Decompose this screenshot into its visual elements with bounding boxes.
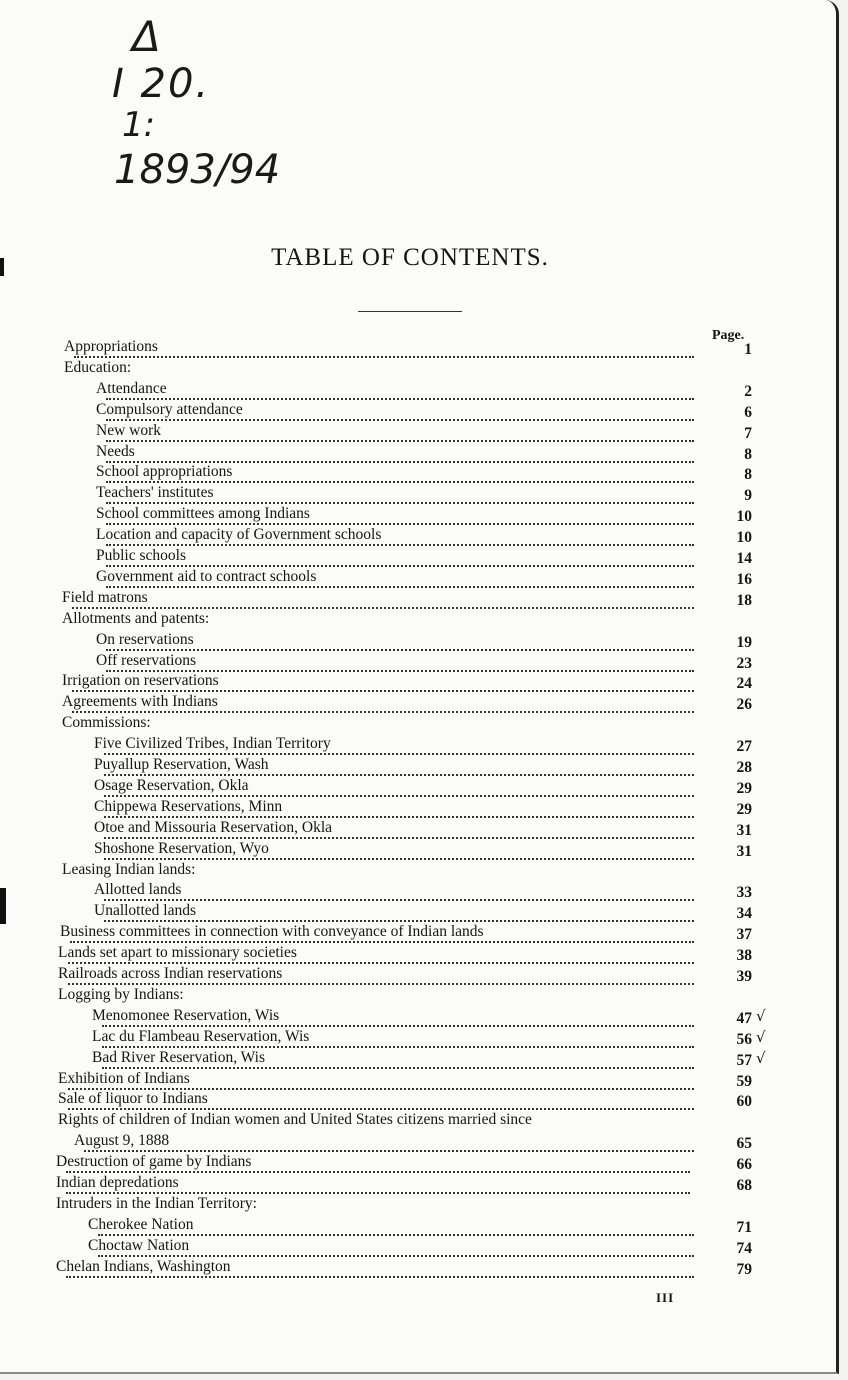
toc-entry — [0, 1195, 836, 1216]
toc-entry-page: 66 — [736, 1156, 752, 1173]
toc-entry — [0, 1153, 836, 1174]
toc-entry-label: Otoe and Missouria Reservation, Okla — [94, 819, 333, 836]
toc-entry-label: Allotments and patents: — [62, 610, 210, 627]
toc-entry — [0, 1007, 836, 1028]
toc-entry — [0, 1070, 836, 1091]
toc-entry — [0, 589, 836, 610]
toc-entry — [0, 484, 836, 505]
toc-entry-label: Government aid to contract schools — [96, 568, 317, 585]
toc-entry-page: 37 — [736, 926, 752, 943]
toc-entry — [0, 1258, 836, 1279]
toc-entry-page: 7 — [744, 425, 752, 442]
toc-entry — [0, 1090, 836, 1111]
dot-leader — [106, 443, 694, 463]
check-mark-icon: √ — [756, 1007, 766, 1025]
toc-entry — [0, 965, 836, 986]
handwritten-note: 1893/94 — [114, 147, 281, 193]
toc-entry-label: Rights of children of Indian women and United States citizens married since — [58, 1111, 532, 1128]
toc-entry-page: 29 — [736, 801, 752, 818]
toc-entry-label: Railroads across Indian reservations — [58, 965, 283, 982]
toc-entry — [0, 1132, 836, 1153]
toc-entry-page: 6 — [744, 404, 752, 421]
toc-entry — [0, 1174, 836, 1195]
toc-entry — [0, 1216, 836, 1237]
toc-entry — [0, 380, 836, 401]
toc-entry-page: 9 — [744, 487, 752, 504]
toc-entry — [0, 923, 836, 944]
dot-leader — [104, 881, 694, 901]
toc-entry-label: Needs — [96, 443, 135, 460]
toc-entry-label: Chelan Indians, Washington — [56, 1258, 231, 1275]
toc-entry — [0, 819, 836, 840]
toc-entry-page: 47 — [736, 1010, 752, 1027]
toc-entry-label: Attendance — [96, 380, 167, 397]
toc-entry — [0, 526, 836, 547]
toc-entry-label: Puyallup Reservation, Wash — [94, 756, 269, 773]
toc-entry-label: Indian depredations — [56, 1174, 179, 1191]
toc-entry-page: 23 — [736, 655, 752, 672]
toc-entry — [0, 861, 836, 882]
dot-leader — [84, 1132, 694, 1152]
toc-entry-page: 26 — [736, 696, 752, 713]
toc-entry-label: Appropriations — [64, 338, 158, 355]
toc-entry — [0, 359, 836, 380]
toc-entry-page: 38 — [736, 947, 752, 964]
toc-entry-page: 16 — [736, 571, 752, 588]
toc-entry-page: 65 — [736, 1135, 752, 1152]
toc-entry — [0, 463, 836, 484]
dot-leader — [106, 547, 694, 567]
toc-entry — [0, 505, 836, 526]
toc-entry — [0, 631, 836, 652]
toc-entry-page: 18 — [736, 592, 752, 609]
toc-entry-label: Agreements with Indians — [62, 693, 218, 710]
toc-entry-label: Lands set apart to missionary societies — [58, 944, 297, 961]
toc-entry — [0, 840, 836, 861]
toc-entry-label: Five Civilized Tribes, Indian Territory — [94, 735, 331, 752]
toc-entry-page: 28 — [736, 759, 752, 776]
toc-entry-page: 39 — [736, 968, 752, 985]
dot-leader — [74, 338, 694, 358]
handwritten-note: 1: — [122, 105, 156, 145]
toc-entry-label: Osage Reservation, Okla — [94, 777, 249, 794]
toc-entry — [0, 610, 836, 631]
toc-entry-page: 14 — [736, 550, 752, 567]
toc-entry — [0, 338, 836, 359]
toc-entry — [0, 401, 836, 422]
toc-entry-page: 33 — [736, 884, 752, 901]
toc-entry — [0, 735, 836, 756]
toc-entry — [0, 693, 836, 714]
toc-entry-page: 10 — [736, 508, 752, 525]
toc-entry-page: 27 — [736, 738, 752, 755]
toc-entry-label: Education: — [64, 359, 132, 376]
toc-entry-page: 29 — [736, 780, 752, 797]
toc-entry-label: School appropriations — [96, 463, 233, 480]
toc-entry — [0, 986, 836, 1007]
toc-entry — [0, 547, 836, 568]
toc-entry — [0, 756, 836, 777]
toc-entry-label: Compulsory attendance — [96, 401, 243, 418]
toc-entry-page: 74 — [736, 1240, 752, 1257]
toc-entry-label: Sale of liquor to Indians — [58, 1090, 208, 1107]
toc-entry-label: Commissions: — [62, 714, 151, 731]
toc-entry — [0, 798, 836, 819]
dot-leader — [72, 589, 694, 609]
toc-entry-page: 2 — [744, 383, 752, 400]
toc-entry — [0, 443, 836, 464]
toc-entry-page: 31 — [736, 822, 752, 839]
page-number: III — [656, 1290, 675, 1305]
toc-entry-page: 24 — [736, 675, 752, 692]
toc-entry-page: 8 — [744, 466, 752, 483]
toc-entry-label: Public schools — [96, 547, 186, 564]
toc-entry — [0, 1049, 836, 1070]
toc-entry — [0, 1237, 836, 1258]
toc-entry-page: 34 — [736, 905, 752, 922]
toc-entry-label: Cherokee Nation — [88, 1216, 194, 1233]
toc-entry-page: 31 — [736, 843, 752, 860]
page-title: TABLE OF CONTENTS. — [271, 244, 549, 271]
toc-entry-label: New work — [96, 422, 161, 439]
toc-entry — [0, 672, 836, 693]
toc-entry-page: 60 — [736, 1093, 752, 1110]
toc-entry — [0, 881, 836, 902]
toc-entry — [0, 1111, 836, 1132]
toc-entry-page: 68 — [736, 1177, 752, 1194]
toc-entry-label: Unallotted lands — [94, 902, 197, 919]
toc-entry — [0, 422, 836, 443]
toc-entry-page: 71 — [736, 1219, 752, 1236]
toc-entry-page: 56 — [736, 1031, 752, 1048]
toc-entry-label: Intruders in the Indian Territory: — [56, 1195, 257, 1212]
toc-entry-label: Off reservations — [96, 652, 197, 669]
toc-entry-label: On reservations — [96, 631, 194, 648]
toc-entry — [0, 777, 836, 798]
check-mark-icon: √ — [756, 1049, 766, 1067]
toc-entry-label: Logging by Indians: — [58, 986, 184, 1003]
dot-leader — [106, 422, 694, 442]
toc-entry-label: Chippewa Reservations, Minn — [94, 798, 283, 815]
toc-entry — [0, 652, 836, 673]
toc-entry-label: School committees among Indians — [96, 505, 310, 522]
toc-entry-label: Location and capacity of Government schools — [96, 526, 382, 543]
toc-entry — [0, 714, 836, 735]
toc-entry-label: Choctaw Nation — [88, 1237, 190, 1254]
toc-entry-label: Shoshone Reservation, Wyo — [94, 840, 269, 857]
toc-entry-label: Exhibition of Indians — [58, 1070, 190, 1087]
toc-entry — [0, 568, 836, 589]
toc-entry — [0, 902, 836, 923]
toc-entry-page: 57 — [736, 1052, 752, 1069]
toc-entry-page: 59 — [736, 1073, 752, 1090]
page-column-header: Page. — [712, 328, 745, 343]
toc-entry-label: Lac du Flambeau Reservation, Wis — [92, 1028, 310, 1045]
toc-entry-label: Leasing Indian lands: — [62, 861, 196, 878]
toc-entry-page: 1 — [744, 341, 752, 358]
toc-entry-page: 8 — [744, 446, 752, 463]
toc-entry-label: Allotted lands — [94, 881, 182, 898]
dot-leader — [106, 380, 694, 400]
toc-entry-page: 10 — [736, 529, 752, 546]
toc-entry-label: August 9, 1888 — [74, 1132, 170, 1149]
toc-entry — [0, 1028, 836, 1049]
toc-entry-label: Bad River Reservation, Wis — [92, 1049, 266, 1066]
toc-entry — [0, 944, 836, 965]
handwritten-note: Δ — [132, 12, 161, 61]
handwritten-note: I 20. — [112, 61, 211, 107]
toc-entry-page: 79 — [736, 1261, 752, 1278]
toc-entry-label: Menomonee Reservation, Wis — [92, 1007, 280, 1024]
toc-entry-label: Irrigation on reservations — [62, 672, 219, 689]
check-mark-icon: √ — [756, 1028, 766, 1046]
title-rule — [358, 311, 462, 312]
toc-entry-label: Teachers' institutes — [96, 484, 214, 501]
toc-entry-label: Destruction of game by Indians — [56, 1153, 252, 1170]
toc-entry-page: 19 — [736, 634, 752, 651]
toc-entry-label: Field matrons — [62, 589, 148, 606]
toc-entry-label: Business committees in connection with conveyance of Indian lands — [60, 923, 484, 940]
